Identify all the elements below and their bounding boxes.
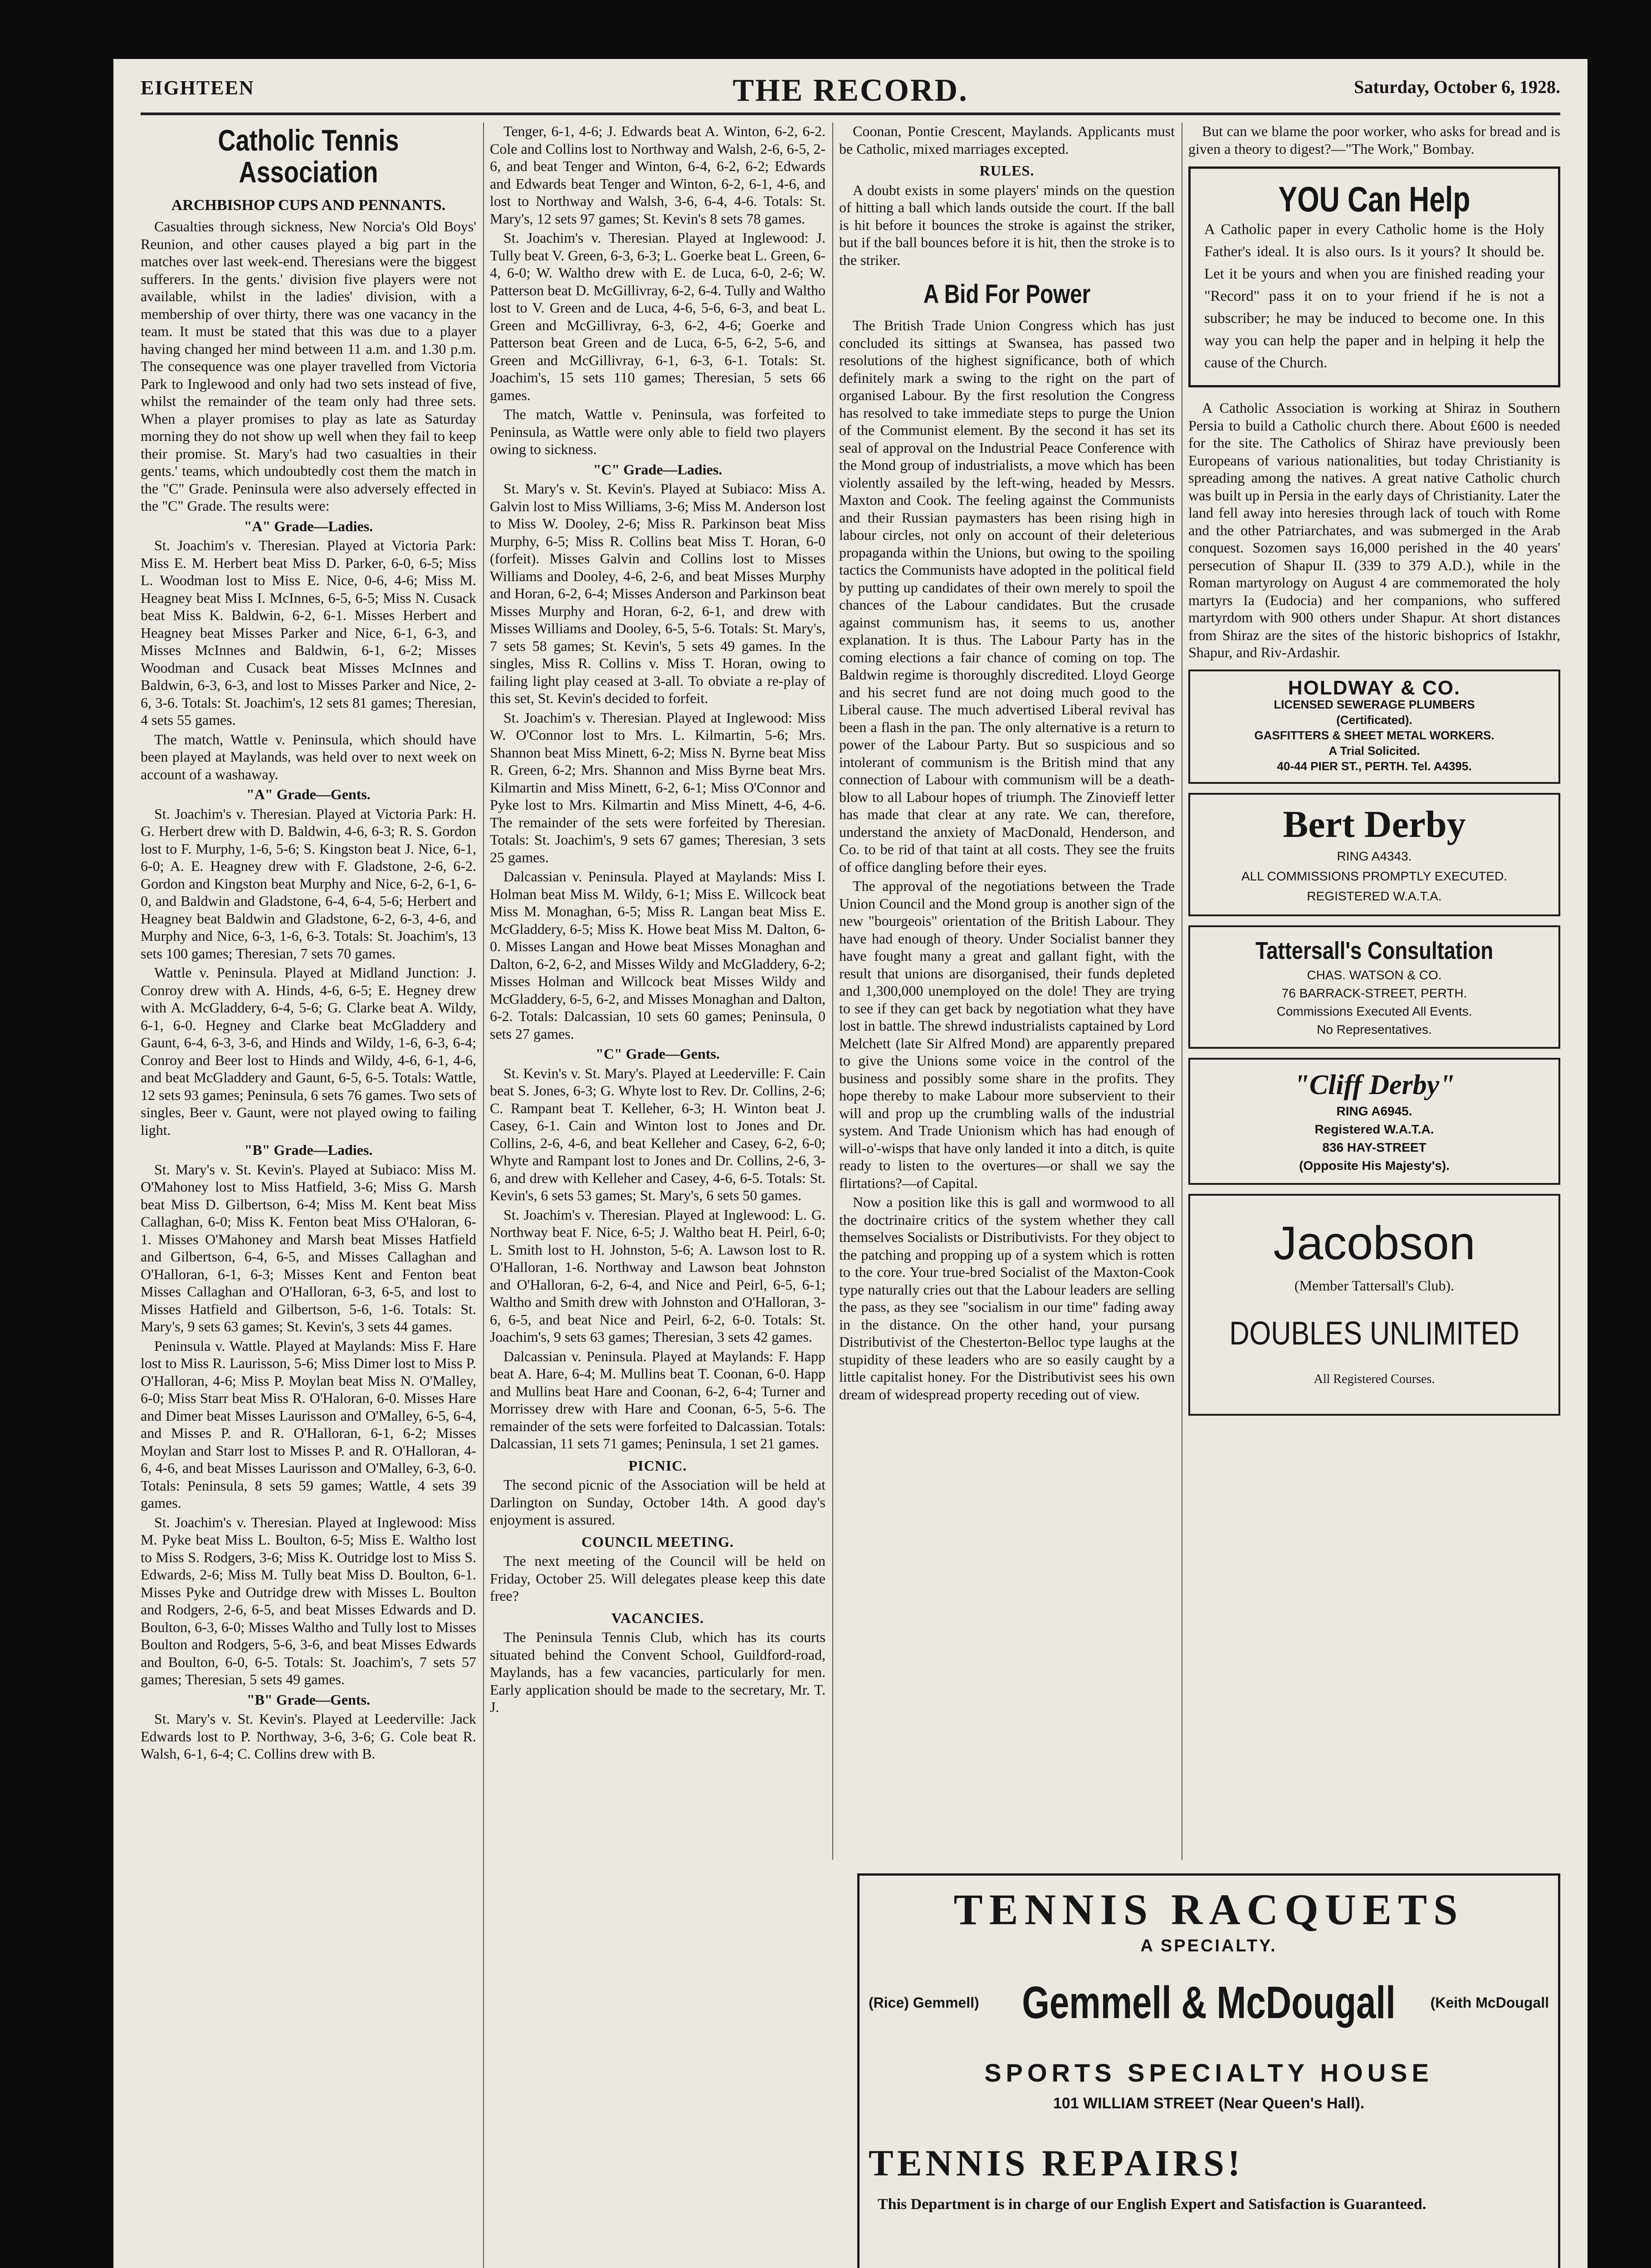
column-divider xyxy=(483,122,484,2268)
ad-title: Jacobson xyxy=(1273,1217,1475,1270)
ad-line: (Member Tattersall's Club). xyxy=(1294,1277,1455,1294)
grade-heading: "C" Grade—Gents. xyxy=(596,1046,720,1062)
you-can-help-box xyxy=(1188,166,1560,387)
section-heading: VACANCIES. xyxy=(611,1609,704,1626)
ad-line: GASFITTERS & SHEET METAL WORKERS. xyxy=(1254,728,1495,742)
ad-line: RING A4343. xyxy=(1337,849,1412,863)
article-paragraph: Peninsula v. Wattle. Played at Maylands: Miss F. Hare lost to Miss R. Laurisson, 5-6; Miss Dimer lost to Miss P. O'Halloran, 4-6; Miss P. Moylan beat Miss N. O'Malley, 6-0; Miss Starr beat Miss R. O'Haloran, 6-0. Misses Hare and Dimer beat Misses Laurisson and O'Malley, 6-5, 6-4, and Misses P. and R. O'Halloran, 6-1, 6-2; Misses Moylan and Starr lost to Misses P. and R. O'Halloran, 4-6, 4-6, and beat Misses Laurisson and O'Malley, 6-3, 6-0. Totals: Peninsula, 8 sets 59 games; Wattle, 4 sets 39 games. xyxy=(141,1337,476,1511)
ad-line: LICENSED SEWERAGE PLUMBERS xyxy=(1274,698,1475,711)
advertisement-tennis-racquets xyxy=(857,1873,1560,2268)
article-paragraph: St. Joachim's v. Theresian. Played at Victoria Park: Miss E. M. Herbert beat Miss D. Parker, 6-0, 6-5; Miss L. Woodman lost to Miss E. Nice, 0-6, 4-6; Miss M. Heagney beat Miss I. McInnes, 6-5, 6-5; Miss N. Cusack beat Miss K. Baldwin, 6-2, 6-1. Misses Herbert and Heagney beat Misses Parker and Nice, 6-1, 6-3, and Misses McInnes and Baldwin, 6-1, 6-2; Misses Woodman and Cusack beat Misses McInnes and Baldwin, 6-3, 6-3, and lost to Misses Parker and Nice, 2-6, 3-6. Totals: St. Joachim's, 12 sets 81 games; Theresian, 4 sets 55 games. xyxy=(141,537,476,728)
column-1 xyxy=(141,122,476,2268)
article-paragraph: The next meeting of the Council will be held on Friday, October 25. Will delegates please keep this date free? xyxy=(490,1553,826,1604)
firm-row xyxy=(860,1966,1558,2048)
ad-line: No Representatives. xyxy=(1317,1022,1432,1036)
article-paragraph: St. Mary's v. St. Kevin's. Played at Leederville: Jack Edwards lost to P. Northway, 3-6, 3-6; G. Cole beat R. Walsh, 6-1, 6-4; C. Collins drew with B. xyxy=(141,1711,476,1762)
ad-line: 76 BARRACK-STREET, PERTH. xyxy=(1281,986,1467,1000)
ad-line: Commissions Executed All Events. xyxy=(1276,1004,1472,1018)
ad-line: A SPECIALTY. xyxy=(1140,1936,1277,1955)
article-paragraph: Wattle v. Peninsula. Played at Midland Junction: J. Conroy drew with A. Hinds, 4-6, 6-5; E. Hegney drew with A. McGladdery, 6-4, 5-6; G. Clarke beat A. Wildy, 6-1, 6-0. Hegney and Clarke beat McGladdery and Gaunt, 6-4, 6-3, 3-6, and Hinds and Wildy, 1-6, 6-3, 6-4; Conroy and Beer lost to Hinds and Wildy, 4-6, 6-1, 4-6, and beat McGladdery and Gaunt, 6-5, 6-5. Totals: Wattle, 12 sets 93 games; Peninsula, 6 sets 76 games. Two sets of singles, Beer v. Gaunt, were not played owing to failing light. xyxy=(141,964,476,1138)
page-number: EIGHTEEN xyxy=(141,77,254,99)
newspaper-page xyxy=(113,59,1588,2268)
article-paragraph: Coonan, Pontie Crescent, Maylands. Applicants must be Catholic, mixed marriages excepted. xyxy=(839,123,1175,157)
column-4 xyxy=(1188,122,1560,1860)
ad-line: SPORTS SPECIALTY HOUSE xyxy=(984,2058,1433,2087)
grade-heading: "A" Grade—Ladies. xyxy=(244,518,373,534)
article-paragraph: The approval of the negotiations between the Trade Union Council and the Mond group is another sign of the new "bourgeois" orientation of the British Labour. They have had enough of theory. Under Socialist banner they have fought many a great and gallant fight, with the result that unions are disorganised, their funds depleted and 1,300,000 unemployed on the dole! They are trying to see if they can get back by negotiation what they have lost in battle. The shrewd industrialists captained by Lord Melchett (late Sir Alfred Mond) are apparently prepared to give the Unions some voice in the control of the business and possibly some share in the profits. They hope thereby to make Labour more subservient to their will and prop up the crumbling walls of the industrial system. And Trade Unionism which has had enough of will-o'-wisps that have only landed it into a ditch, is quite ready to listen to the overtures—or shall we say the flirtations?—of Capital. xyxy=(839,878,1175,1191)
article-paragraph: But can we blame the poor worker, who asks for bread and is given a theory to digest?—"The Work," Bombay. xyxy=(1188,123,1560,157)
column-3 xyxy=(839,122,1175,1860)
grade-heading: "A" Grade—Gents. xyxy=(246,786,371,802)
firm-name: Gemmell & McDougall xyxy=(1022,1977,1396,2028)
advertisement-cliff-derby xyxy=(1188,1058,1560,1185)
advertisement-holdway xyxy=(1188,670,1560,784)
article-paragraph: A Catholic Association is working at Shiraz in Southern Persia to build a Catholic church there. About £600 is needed for the site. The Catholics of Shiraz have previously been Europeans of various nationalities, but today Christianity is spreading among the natives. A great native Catholic church was built up in Persia in the early days of Christianity. Later the land fell away into heresies through lack of touch with Rome and the other Patriarchates, and was submerged in the Arab conquest. Sozomen says 16,000 perished in the 40 years' persecution of Shapur II. (339 to 379 A.D.), while in the Roman martyrology on August 4 are commemorated the holy martyrs Ia (Eudocia) and her companions, who suffered martyrdom with 900 others under Shapur. At short distances from Shiraz are the sites of the historic bishoprics of Istakhr, Shapur, and Riv-Ardashir. xyxy=(1188,400,1560,660)
article-paragraph: St. Mary's v. St. Kevin's. Played at Subiaco: Miss M. O'Mahoney lost to Miss Hatfield, 3-6; Miss G. Marsh beat Miss D. Gilbertson, 6-4; Miss M. Kent beat Miss Callaghan, 6-0; Miss K. Fenton beat Miss O'Haloran, 6-1. Misses O'Mahoney and Marsh beat Misses Hatfield and Gilbertson, 6-4, 6-5, and Misses Callaghan and O'Halloran, 6-1, 6-3; Misses Kent and Fenton beat Misses Callaghan and O'Halloran, 6-3, 6-5, and lost to Misses Hatfield and Gilbertson, 5-6, 1-6. Totals: St. Mary's, 9 sets 63 games; St. Kevin's, 3 sets 44 games. xyxy=(141,1161,476,1334)
grade-heading: "B" Grade—Gents. xyxy=(247,1691,370,1708)
article-paragraph: St. Kevin's v. St. Mary's. Played at Leederville: F. Cain beat S. Jones, 6-3; G. Whyte lost to Rev. Dr. Collins, 2-6; C. Rampant beat T. Kelleher, 6-3; H. Winton beat J. Casey, 6-1. Cain and Winton lost to Jones and Dr. Collins, 2-6, 4-6, and beat Kelleher and Casey, 6-2, 6-0; Whyte and Rampant lost to Jones and Dr. Collins, 2-6, 3-6, and drew with Kelleher and Casey, 4-6, 6-5. Totals: St. Kevin's, 6 sets 53 games; St. Mary's, 6 sets 50 games. xyxy=(490,1065,826,1203)
article-paragraph: Now a position like this is gall and wormwood to all the doctrinaire critics of the system whether they call themselves Socialists or Distributivists. For they object to the patching and propping up of a system which is rotten to the core. Your true-bred Socialist of the Maxton-Cook type naturally cries out that the Labour leaders are selling the pass, as they see "socialism in our time" fading away in the distance. On the other hand, your pursang Distributivist of the Chesterton-Belloc type laughs at the stupidity of these leaders who are so easily caught by a little capitalist honey. For the Distributivist sees his own dream of widespread property receding out of view. xyxy=(839,1194,1175,1403)
ad-line: ALL COMMISSIONS PROMPTLY EXECUTED. xyxy=(1241,869,1508,883)
article-paragraph: St. Joachim's v. Theresian. Played at Inglewood: Miss W. O'Connor lost to Mrs. L. Kilmartin, 5-6; Mrs. Shannon beat Miss Minett, 6-2; Miss N. Byrne beat Miss R. Green, 6-2; Mrs. Shannon and Miss Byrne beat Mrs. Kilmartin and Miss Minett, 6-2, 6-1; Miss O'Connor and Pyke lost to Mrs. Kilmartin and Miss Minett, 4-6, 4-6. The remainder of the sets were forfeited by Theresian. Totals: St. Joachim's, 9 sets 67 games; Theresian, 3 sets 25 games. xyxy=(490,709,826,865)
section-heading: RULES. xyxy=(979,162,1035,179)
ad-title: "Cliff Derby" xyxy=(1294,1070,1455,1100)
article-paragraph: St. Joachim's v. Theresian. Played at Inglewood: Miss M. Pyke beat Miss L. Boulton, 6-5; Miss E. Waltho lost to Miss S. Rodgers, 3-6; Miss K. Outridge lost to Miss S. Edwards, 2-6; Miss M. Tully beat Miss D. Boulton, 6-1. Misses Pyke and Outridge drew with Misses L. Boulton and Rodgers, 2-6, 6-5, and beat Misses Edwards and D. Boulton, 6-3, 6-0; Misses Waltho and Tully lost to Misses Boulton and Rodgers, 5-6, 3-6, and beat Misses Edwards and Boulton, 6-0, 6-5. Totals: St. Joachim's, 7 sets 57 games; Theresian, 5 sets 49 games. xyxy=(141,1514,476,1687)
article-paragraph: St. Joachim's v. Theresian. Played at Inglewood: L. G. Northway beat F. Nice, 6-5; J. Waltho beat H. Peirl, 6-0; L. Smith lost to H. Johnston, 5-6; A. Lawson lost to R. O'Halloran, 1-6. Northway and Lawson beat Johnston and O'Halloran, 6-2, 6-4, and Nice and Peirl, 6-5, 6-1; Waltho and Smith drew with Johnston and O'Halloran, 3-6, 6-5, and beat Nice and Peirl, 6-2, 6-0. Totals: St. Joachim's, 9 sets 63 games; Theresian, 3 sets 42 games. xyxy=(490,1206,826,1345)
article-paragraph: St. Joachim's v. Theresian. Played at Inglewood: J. Tully beat V. Green, 6-3, 6-3; L. Goerke beat L. Green, 6-4, 6-0; W. Waltho drew with E. de Luca, 6-0, 2-6; W. Patterson beat D. McGillivray, 6-2, 6-4. Tully and Waltho lost to V. Green and de Luca, 4-6, 5-6, 6-3, and beat L. Green and McGillivray, 6-3, 6-2, 4-6; Goerke and Patterson beat Green and de Luca, 6-5, 6-2, 5-6, and Green and McGillivray, 6-1, 6-3, 6-1. Totals: St. Joachim's, 15 sets 110 games; Theresian, 5 sets 66 games. xyxy=(490,230,826,403)
ad-line: RING A6945. xyxy=(1336,1104,1412,1118)
article-paragraph: Tenger, 6-1, 4-6; J. Edwards beat A. Winton, 6-2, 6-2. Cole and Collins lost to Northway and Walsh, 2-6, 6-5, 2-6, and beat Tenger and Winton, 6-4, 6-2, 6-2; Edwards and Edwards beat Tenger and Winton, 6-2, 6-1, 4-6, and lost to Northway and Walsh, 3-6, 6-4, 4-6. Totals: St. Mary's, 12 sets 97 games; St. Kevin's 8 sets 78 games. xyxy=(490,123,826,227)
ad-line: REGISTERED W.A.T.A. xyxy=(1307,889,1442,903)
article-paragraph: The British Trade Union Congress which has just concluded its sittings at Swansea, has passed two resolutions of the highest significance, both of which definitely mark a swing to the right on the part of organised Labour. By the first resolution the Congress has resolved to take immediate steps to purge the Union of the Communist element. By the second it has set its seal of approval on the Industrial Peace Conference with the Mond group of industrialists, a move which has been violently assailed by the left-wing, headed by Messrs. Maxton and Cook. The feeling against the Communists and their Russian paymasters has been rising high in labour circles, not only on account of their deleterious propaganda within the Unions, but owing to the spoiling tactics the Communists have adopted in the political field by putting up candidates of their own merely to spoil the chances of the Labour candidates. But the crusade against communism has, it seems to us, another explanation. It is thus. The Labour Party has in the coming elections a fair chance of coming on top. The Baldwin regime is thoroughly discredited. Lloyd George and his secret fund are not doing much good to the Liberal cause. The much advertised Liberal revival has been a flash in the pan. The only alternative is a return to power of the Labour Party. But so suspicious and so intolerant of communism is the British mind that any connection of Labour with communism will be a death-blow to all Labour hopes of triumph. The Zinovieff letter has made that clear at any rate. We can, therefore, understand the anxiety of MacDonald, Henderson, and Co. to be rid of that taint at all costs. They see the fruits of office dangling before their eyes. xyxy=(839,317,1175,875)
ad-title: TENNIS RACQUETS xyxy=(953,1885,1464,1934)
advertisement-tattersalls xyxy=(1188,925,1560,1049)
article-subhead: ARCHBISHOP CUPS AND PENNANTS. xyxy=(171,197,446,214)
advertisement-jacobson xyxy=(1188,1194,1560,1416)
masthead xyxy=(141,73,1560,113)
section-heading: COUNCIL MEETING. xyxy=(581,1533,734,1550)
box-body: A Catholic paper in every Catholic home is the Holy Father's ideal. It is also ours. Is it yours? It should be. Let it be yours and when you are finished reading your "Record" pass it on to your friend if he is not a subscriber; he may be induced to become one. In this way you can help the paper and in helping it help the cause of the Church. xyxy=(1204,221,1544,371)
ad-slogan: DOUBLES UNLIMITED xyxy=(1229,1315,1519,1352)
article-headline-bid-for-power: A Bid For Power xyxy=(923,279,1091,309)
masthead-rule xyxy=(141,112,1560,115)
article-paragraph: Casualties through sickness, New Norcia's Old Boys' Reunion, and other causes played a big part in the matches over last week-end. Theresians were the biggest sufferers. In the gents.' division five players were not available, whilst in the ladies' division, with a membership of over thirty, there was one vacancy in the team. It must be stated that this was due to a player having changed her mind between 11 a.m. and 1.30 p.m. The consequence was one player travelled from Victoria Park to Inglewood and only had two sets instead of five, whilst the remainder of the team only had three sets. When a player promises to play as late as Saturday morning they do not show up well when they fail to keep their promise. St. Mary's had two casualties in their gents.' teams, which undoubtedly cost them the match in the "C" Grade. Peninsula were also adversely effected in the "C" Grade. The results were: xyxy=(141,218,476,514)
newspaper-title: THE RECORD. xyxy=(733,73,968,108)
ad-line: Registered W.A.T.A. xyxy=(1314,1122,1434,1136)
article-paragraph: St. Mary's v. St. Kevin's. Played at Subiaco: Miss A. Galvin lost to Miss Williams, 3-6; Miss M. Anderson lost to Miss W. Dooley, 2-6; Miss R. Parkinson beat Miss Murphy, 6-5; Miss R. Collins beat Miss T. Horan, 6-0 (forfeit). Misses Galvin and Collins lost to Misses Williams and Dooley, 4-6, 2-6, and beat Misses Murphy and Horan, 6-2, 6-4; Misses Anderson and Parkinson beat Misses Murphy and Horan, 6-2, 6-1, and drew with Misses Williams and Dooley, 6-5, 5-6. Totals: St. Mary's, 7 sets 58 games; St. Kevin's, 5 sets 49 games. In the singles, Miss R. Collins v. Miss T. Horan, owing to failing light play ceased at 3-all. To obviate a re-play of this set, St. Kevin's decided to forfeit. xyxy=(490,480,826,706)
article-paragraph: A doubt exists in some players' minds on the question of hitting a ball which lands outside the court. If the ball is hit before it bounces the stroke is against the striker, but if the ball bounces before it is hit, then the stroke is to the striker. xyxy=(839,181,1175,268)
ad-line: 836 HAY-STREET xyxy=(1322,1140,1426,1154)
ad-title: HOLDWAY & CO. xyxy=(1288,676,1461,699)
article-paragraph: Dalcassian v. Peninsula. Played at Maylands: F. Happ beat A. Hare, 6-4; M. Mullins beat T. Coonan, 6-0. Happ and Mullins beat Hare and Coonan, 6-2, 6-4; Turner and Morrissey drew with Hare and Coonan, 6-5, 5-6. The remainder of the sets were forfeited to Dalcassian. Totals: Dalcassian, 11 sets 71 games; Peninsula, 1 set 21 games. xyxy=(490,1348,826,1452)
grade-heading: "C" Grade—Ladies. xyxy=(593,461,723,478)
ad-line: All Registered Courses. xyxy=(1314,1372,1435,1386)
ad-line: A Trial Solicited. xyxy=(1329,744,1420,758)
article-headline-tennis: Catholic Tennis Association xyxy=(218,123,399,189)
ad-line: (Rice) Gemmell) xyxy=(869,1994,979,2011)
grade-heading: "B" Grade—Ladies. xyxy=(244,1142,373,1158)
issue-date: Saturday, October 6, 1928. xyxy=(1354,77,1560,97)
section-heading: PICNIC. xyxy=(628,1457,687,1474)
ad-line: (Certificated). xyxy=(1336,713,1412,727)
ad-line: This Department is in charge of our English Expert and Satisfaction is Guaranteed. xyxy=(878,2196,1426,2213)
ad-title: Tattersall's Consultation xyxy=(1255,937,1494,964)
ad-line: 40-44 PIER ST., PERTH. Tel. A4395. xyxy=(1277,759,1472,773)
article-paragraph: The second picnic of the Association will be held at Darlington on Sunday, October 14th. A good day's enjoyment is assured. xyxy=(490,1476,826,1528)
ad-address: 101 WILLIAM STREET (Near Queen's Hall). xyxy=(1053,2095,1365,2112)
ad-title: Bert Derby xyxy=(1283,803,1466,846)
ad-line: (Keith McDougall xyxy=(1430,1994,1549,2011)
article-paragraph: The match, Wattle v. Peninsula, which should have been played at Maylands, was held over to next week on account of a washaway. xyxy=(141,731,476,782)
article-paragraph: The match, Wattle v. Peninsula, was forfeited to Peninsula, as Wattle were only able to field two players owing to sickness. xyxy=(490,406,826,457)
article-paragraph: The Peninsula Tennis Club, which has its courts situated behind the Convent School, Guildford-road, Maylands, has a few vacancies, particularly for men. Early application should be made to the secretary, Mr. T. J. xyxy=(490,1629,826,1715)
article-paragraph: St. Joachim's v. Theresian. Played at Victoria Park: H. G. Herbert drew with D. Baldwin, 4-6, 6-3; R. S. Gordon lost to F. Murphy, 1-6, 5-6; S. Kingston beat J. Nice, 6-1, 6-0; A. E. Heagney drew with F. Gladstone, 2-6, 6-2. Gordon and Kingston beat Murphy and Nice, 6-2, 6-1, 6-0, and Baldwin and Gladstone, 6-4, 6-4, 5-6; Herbert and Heagney beat Baldwin and Gladstone, 6-2, 6-3, 4-6, and Murphy and Nice, 6-3, 1-6, 6-3. Totals: St. Joachim's, 13 sets 100 games; Theresian, 7 sets 70 games. xyxy=(141,805,476,962)
ad-line: (Opposite His Majesty's). xyxy=(1299,1158,1450,1173)
advertisement-bert-derby xyxy=(1188,793,1560,916)
article-paragraph: Dalcassian v. Peninsula. Played at Maylands: Miss I. Holman beat Miss M. Wildy, 6-1; Miss E. Willcock beat Miss M. Monaghan, 6-5; Miss R. Langan beat Miss E. McGladdery, 6-5; Miss K. Howe beat Miss M. Dalton, 6-0. Misses Langan and Howe beat Misses Monaghan and Dalton, 6-2, 6-2, and Misses Wildy and McGladdery, 6-2; Misses Holman and Willcock beat Misses Wildy and McGladdery, 6-5, 6-2, and Misses Monaghan and Dalton, 6-2. Totals: Dalcassian, 10 sets 60 games; Peninsula, 0 sets 27 games. xyxy=(490,868,826,1042)
column-2 xyxy=(490,122,826,1860)
box-title: YOU Can Help xyxy=(1278,179,1470,219)
ad-subtitle: TENNIS REPAIRS! xyxy=(869,2142,1244,2184)
ad-line: CHAS. WATSON & CO. xyxy=(1307,968,1442,982)
column-divider xyxy=(832,122,833,1860)
